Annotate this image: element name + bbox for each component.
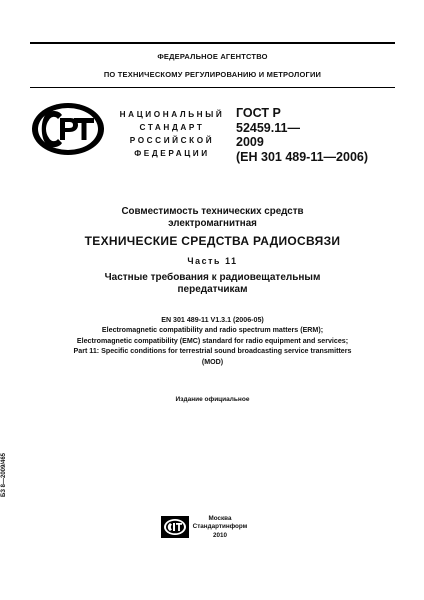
publisher-year: 2010 (212, 531, 227, 539)
standard-designation-line: 52459.11— (236, 120, 300, 135)
national-standard-label-line: СТАНДАРТ (139, 123, 205, 132)
english-title-line: Part 11: Specific conditions for terrestrial sound broadcasting service transmitters (73, 347, 352, 356)
title-general-line: электромагнитная (168, 218, 257, 229)
standartinform-logo-icon (161, 516, 189, 538)
standard-designation-line: ГОСТ Р (236, 106, 281, 120)
gost-r-certification-mark-icon (30, 101, 106, 157)
national-standard-label-line: ФЕДЕРАЦИИ (134, 149, 210, 158)
title-sub (30, 272, 395, 296)
english-title-line: (MOD) (201, 357, 224, 366)
national-standard-label-line: НАЦИОНАЛЬНЫЙ (119, 110, 225, 119)
english-title (30, 315, 395, 367)
top-rule (30, 42, 395, 44)
side-code: БЗ 8—2009/465 (1, 452, 7, 498)
publisher-info (190, 515, 250, 540)
title-main: ТЕХНИЧЕСКИЕ СРЕДСТВА РАДИОСВЯЗИ (84, 234, 341, 248)
edition-label: Издание официальное (175, 396, 250, 403)
header-rule (30, 87, 395, 88)
standard-designation (236, 106, 396, 164)
title-general-line: Совместимость технических средств (121, 206, 304, 217)
national-standard-label (114, 108, 230, 160)
standard-designation-line: (ЕН 301 489-11—2006) (236, 149, 369, 164)
national-standard-label-line: РОССИЙСКОЙ (129, 136, 215, 145)
publisher-name: Стандартинформ (192, 523, 248, 531)
title-sub-line: передатчикам (177, 284, 248, 295)
english-title-line: EN 301 489-11 V1.3.1 (2006-05) (161, 316, 264, 324)
title-general (30, 206, 395, 230)
english-title-line: Electromagnetic compatibility and radio spectrum matters (ERM); (101, 326, 324, 335)
title-part: Часть 11 (187, 256, 238, 266)
publisher-city: Москва (208, 515, 232, 522)
title-sub-line: Частные требования к радиовещательным (104, 272, 321, 283)
standard-designation-line: 2009 (236, 135, 264, 149)
english-title-line: Electromagnetic compatibility (EMC) standard for radio equipment and services; (76, 336, 349, 345)
agency-name-line1: ФЕДЕРАЛЬНОЕ АГЕНТСТВО (157, 52, 268, 61)
agency-name-line2: ПО ТЕХНИЧЕСКОМУ РЕГУЛИРОВАНИЮ И МЕТРОЛОГИИ (103, 70, 322, 79)
